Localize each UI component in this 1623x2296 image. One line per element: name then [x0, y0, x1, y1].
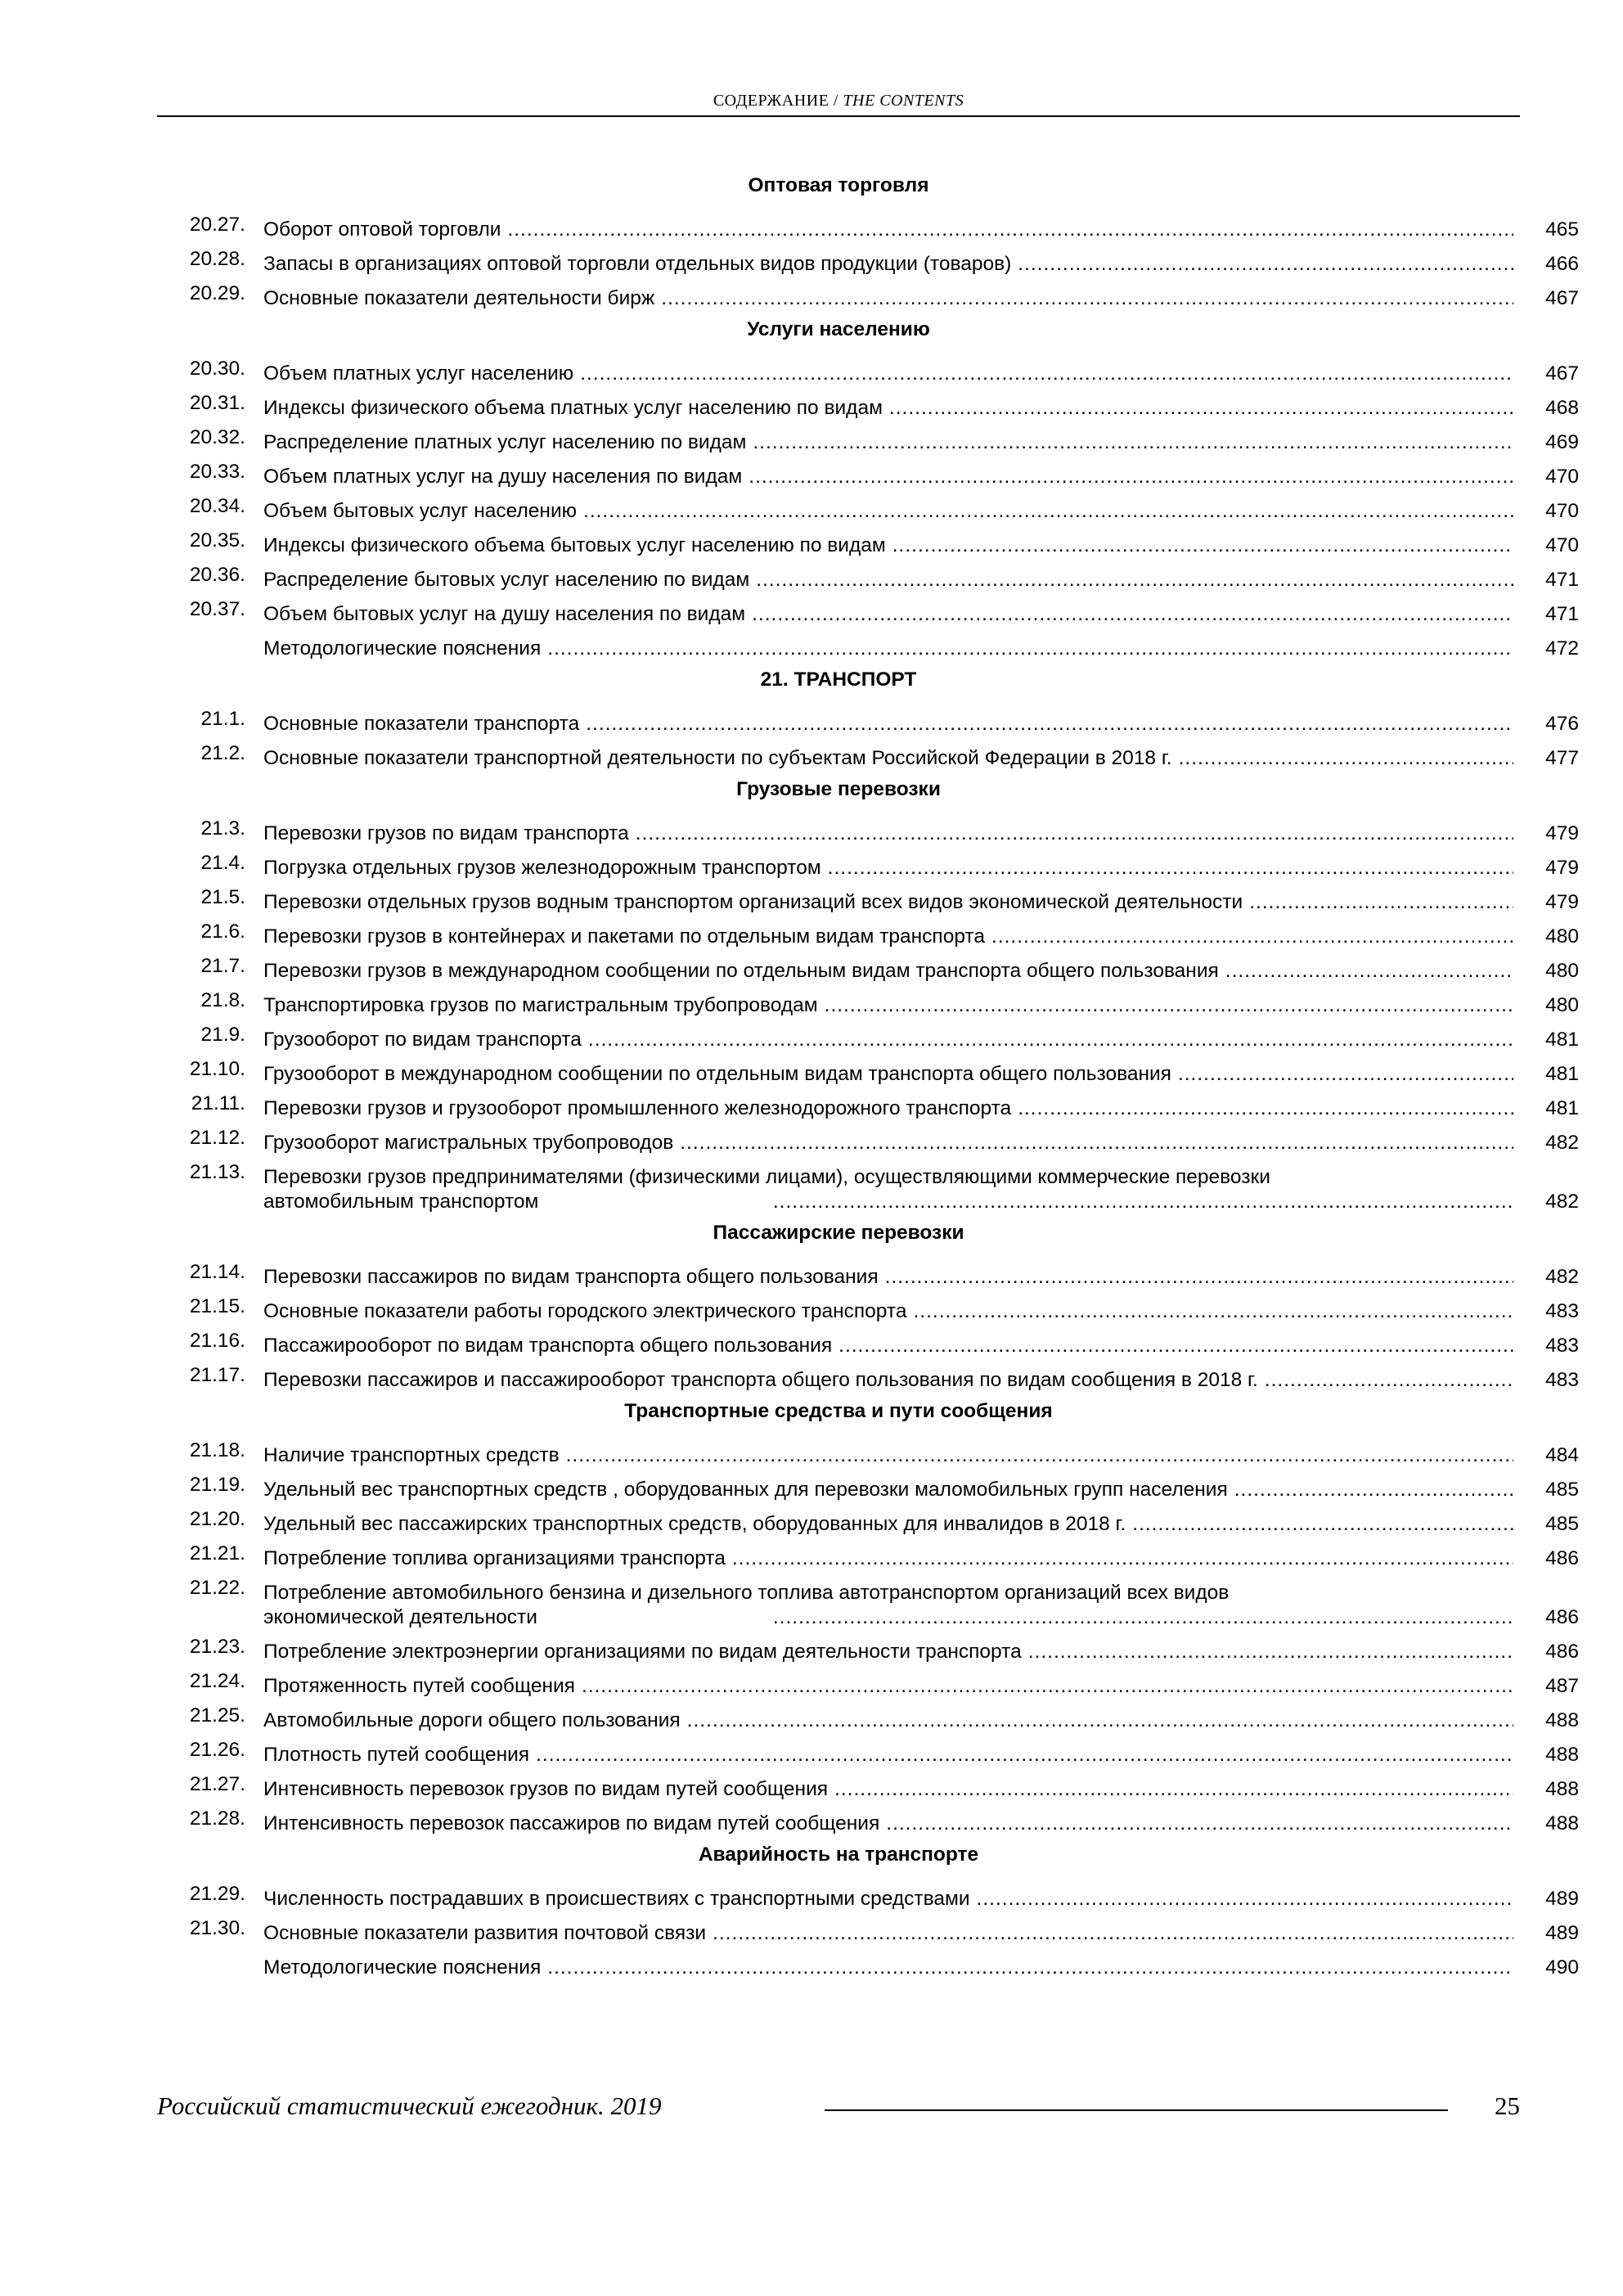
toc-entry[interactable] — [157, 1664, 1579, 1699]
entry-page: 486 — [1545, 1641, 1579, 1663]
dot-leader — [1249, 890, 1513, 915]
dot-leader — [773, 1605, 1513, 1630]
toc-entry[interactable] — [157, 984, 1579, 1018]
dot-leader — [991, 925, 1513, 949]
running-header — [157, 92, 1520, 110]
toc-entry[interactable] — [157, 1358, 1579, 1393]
dot-leader — [825, 993, 1513, 1018]
dot-leader — [1018, 252, 1513, 277]
toc-entry[interactable] — [157, 352, 1579, 386]
entry-page: 468 — [1545, 397, 1579, 419]
entry-title: Основные показатели деятельности бирж — [263, 287, 655, 309]
entry-page: 489 — [1545, 1888, 1579, 1910]
dot-leader — [1028, 1640, 1513, 1664]
entry-page: 476 — [1545, 713, 1579, 735]
entry-page: 471 — [1545, 603, 1579, 625]
section-title: 21. ТРАНСПОРТ — [760, 669, 917, 691]
footer-title: Российский статистический ежегодник. 2019 — [157, 2091, 662, 2120]
entry-page: 480 — [1545, 994, 1579, 1016]
entry-number: 21.16. — [189, 1330, 245, 1352]
dot-leader — [753, 430, 1513, 455]
entry-page: 480 — [1545, 960, 1579, 982]
dot-leader — [892, 533, 1513, 558]
entry-page: 487 — [1545, 1675, 1579, 1697]
entry-title: Наличие транспортных средств — [263, 1444, 560, 1466]
entry-title: Объем платных услуг на душу населения по видам — [263, 466, 743, 488]
toc-entry[interactable] — [157, 949, 1579, 984]
entry-page: 470 — [1545, 466, 1579, 488]
entry-page: 485 — [1545, 1513, 1579, 1535]
toc-entry[interactable] — [157, 1877, 1579, 1911]
dot-leader — [1132, 1512, 1513, 1537]
entry-number: 21.12. — [189, 1127, 245, 1149]
toc-entry[interactable] — [157, 1699, 1579, 1733]
entry-title: Индексы физического объема платных услуг населению по видам — [263, 397, 883, 419]
entry-title: Основные показатели транспорта — [263, 713, 580, 735]
toc-entry[interactable] — [157, 915, 1579, 949]
entry-number: 21.18. — [189, 1439, 245, 1461]
entry-page: 483 — [1545, 1300, 1579, 1322]
entry-number: 21.28. — [189, 1808, 245, 1830]
entry-title-continued: экономической деятельности — [263, 1606, 537, 1628]
entry-title: Запасы в организациях оптовой торговли отдельных видов продукции (товаров) — [263, 253, 1012, 275]
entry-page: 488 — [1545, 1812, 1579, 1835]
entry-title: Протяженность путей сообщения — [263, 1675, 575, 1697]
toc-entry[interactable] — [157, 1767, 1579, 1802]
entry-title: Перевозки грузов предпринимателями (физическими лицами), осуществляющими коммерческие перевозки — [263, 1166, 1270, 1188]
entry-number: 21.13. — [189, 1161, 245, 1183]
entry-title: Удельный вес пассажирских транспортных средств, оборудованных для инвалидов в 2018 г. — [263, 1513, 1126, 1535]
dot-leader — [547, 1956, 1513, 1980]
entry-number: 21.17. — [189, 1364, 245, 1386]
entry-title: Пассажирооборот по видам транспорта общего пользования — [263, 1335, 833, 1357]
entry-title: Объем бытовых услуг на душу населения по видам — [263, 603, 746, 625]
toc-entry[interactable] — [157, 1434, 1579, 1468]
page-number: 25 — [1495, 2091, 1520, 2120]
dot-leader — [977, 1887, 1513, 1911]
entry-title: Методологические пояснения — [263, 1956, 542, 1979]
dot-leader — [1179, 746, 1513, 771]
dot-leader — [889, 396, 1513, 421]
toc-entry[interactable] — [157, 386, 1579, 421]
dot-leader — [749, 465, 1513, 489]
toc-entry[interactable] — [157, 421, 1579, 455]
entry-title-continued: автомобильным транспортом — [263, 1191, 539, 1213]
dot-leader — [586, 712, 1513, 736]
dot-leader — [732, 1546, 1513, 1571]
entry-number: 21.10. — [189, 1058, 245, 1080]
entry-page: 466 — [1545, 253, 1579, 275]
toc-entry[interactable] — [157, 1121, 1579, 1155]
entry-page: 486 — [1545, 1606, 1579, 1628]
section-title: Грузовые перевозки — [736, 778, 941, 800]
entry-title: Интенсивность перевозок пассажиров по видам путей сообщения — [263, 1812, 880, 1835]
entry-number: 21.25. — [189, 1704, 245, 1727]
entry-page: 470 — [1545, 534, 1579, 556]
toc-entry[interactable] — [157, 277, 1579, 311]
dot-leader — [913, 1299, 1513, 1324]
entry-title: Потребление автомобильного бензина и дизельного топлива автотранспортом организаций всех видов — [263, 1582, 1230, 1604]
entry-page: 472 — [1545, 637, 1579, 660]
entry-page: 488 — [1545, 1744, 1579, 1766]
entry-page: 485 — [1545, 1479, 1579, 1501]
entry-number: 21.1. — [200, 708, 245, 730]
header-en: THE CONTENTS — [843, 92, 964, 110]
dot-leader — [680, 1131, 1513, 1155]
entry-number: 21.11. — [191, 1092, 245, 1114]
section-title: Транспортные средства и пути сообщения — [624, 1400, 1053, 1422]
dot-leader — [886, 1812, 1513, 1836]
entry-title: Перевозки пассажиров и пассажирооборот транспорта общего пользования по видам сообщения в 2018 г. — [263, 1369, 1258, 1391]
dot-leader — [588, 1028, 1513, 1052]
toc-entry[interactable] — [157, 524, 1579, 558]
toc-entry[interactable] — [157, 1630, 1579, 1664]
entry-page: 471 — [1545, 569, 1579, 591]
toc-entry[interactable] — [157, 702, 1579, 736]
toc-entry[interactable] — [157, 1087, 1579, 1121]
entry-title: Основные показатели работы городского электрического транспорта — [263, 1300, 907, 1322]
entry-title: Объем бытовых услуг населению — [263, 500, 578, 522]
entry-number: 21.19. — [189, 1474, 245, 1496]
entry-title: Потребление топлива организациями транспорта — [263, 1547, 726, 1569]
toc-entry[interactable] — [157, 1946, 1579, 1980]
dot-leader — [885, 1265, 1513, 1290]
entry-number: 21.3. — [200, 817, 245, 840]
dot-leader — [1265, 1368, 1513, 1393]
dot-leader — [838, 1334, 1513, 1358]
entry-number: 21.24. — [189, 1670, 245, 1692]
dot-leader — [583, 499, 1513, 524]
dot-leader — [752, 602, 1513, 627]
section-title: Пассажирские перевозки — [713, 1222, 964, 1244]
entry-number: 21.23. — [189, 1636, 245, 1658]
toc-entry[interactable] — [157, 242, 1579, 277]
entry-page: 481 — [1545, 1029, 1579, 1051]
dot-leader — [536, 1743, 1513, 1767]
entry-number: 21.30. — [189, 1917, 245, 1939]
entry-number: 20.27. — [189, 214, 245, 236]
entry-page: 489 — [1545, 1922, 1579, 1944]
entry-title: Основные показатели развития почтовой связи — [263, 1922, 707, 1944]
entry-title: Перевозки грузов по видам транспорта — [263, 822, 629, 844]
entry-title: Грузооборот магистральных трубопроводов — [263, 1132, 674, 1154]
entry-number: 21.20. — [189, 1508, 245, 1530]
entry-title: Грузооборот в международном сообщении по отдельным видам транспорта общего пользования — [263, 1063, 1171, 1085]
entry-number: 20.30. — [189, 358, 245, 380]
entry-page: 479 — [1545, 857, 1579, 879]
header-rule — [157, 115, 1520, 117]
dot-leader — [636, 822, 1513, 846]
entry-number: 21.8. — [200, 989, 245, 1011]
section-title: Аварийность на транспорте — [698, 1844, 979, 1866]
table-of-contents — [157, 167, 1579, 1980]
entry-page: 479 — [1545, 822, 1579, 844]
entry-number: 21.4. — [200, 852, 245, 874]
entry-title: Методологические пояснения — [263, 637, 542, 660]
entry-page: 470 — [1545, 500, 1579, 522]
dot-leader — [1178, 1062, 1513, 1087]
entry-page: 490 — [1545, 1956, 1579, 1979]
toc-entry[interactable] — [157, 1290, 1579, 1324]
entry-number — [157, 627, 245, 632]
toc-entry[interactable] — [157, 1324, 1579, 1358]
entry-number: 20.33. — [189, 461, 245, 483]
entry-number: 21.9. — [200, 1024, 245, 1046]
section-title: Оптовая торговля — [748, 174, 929, 196]
entry-title: Интенсивность перевозок грузов по видам путей сообщения — [263, 1778, 829, 1800]
entry-title: Перевозки грузов в контейнерах и пакетами по отдельным видам транспорта — [263, 925, 985, 948]
toc-entry[interactable] — [157, 1733, 1579, 1767]
toc-entry[interactable] — [157, 1052, 1579, 1087]
entry-number: 20.29. — [189, 282, 245, 304]
toc-entry[interactable] — [157, 1802, 1579, 1836]
entry-title: Удельный вес транспортных средств , оборудованных для перевозки маломобильных групп населения — [263, 1479, 1228, 1501]
entry-title: Индексы физического объема бытовых услуг населению по видам — [263, 534, 886, 556]
entry-number: 21.2. — [200, 742, 245, 764]
entry-title: Распределение бытовых услуг населению по видам — [263, 569, 750, 591]
entry-number: 20.35. — [189, 529, 245, 551]
entry-title: Грузооборот по видам транспорта — [263, 1029, 582, 1051]
dot-leader — [834, 1777, 1513, 1802]
dot-leader — [1018, 1096, 1513, 1121]
entry-page: 488 — [1545, 1709, 1579, 1731]
entry-page: 483 — [1545, 1369, 1579, 1391]
toc-entry[interactable] — [157, 846, 1579, 880]
entry-page: 481 — [1545, 1063, 1579, 1085]
entry-title: Автомобильные дороги общего пользования — [263, 1709, 681, 1731]
dot-leader — [582, 1674, 1513, 1699]
toc-entry[interactable] — [157, 880, 1579, 915]
entry-number: 21.15. — [189, 1295, 245, 1317]
entry-title: Перевозки грузов в международном сообщении по отдельным видам транспорта общего пользования — [263, 960, 1219, 982]
section-title: Услуги населению — [747, 318, 930, 340]
toc-entry[interactable] — [157, 558, 1579, 592]
dot-leader — [507, 218, 1513, 242]
entry-title: Численность пострадавших в происшествиях с транспортными средствами — [263, 1888, 970, 1910]
entry-title: Распределение платных услуг населению по видам — [263, 431, 747, 453]
dot-leader — [828, 856, 1513, 880]
entry-page: 467 — [1545, 362, 1579, 385]
dot-leader — [687, 1708, 1513, 1733]
dot-leader — [1234, 1478, 1513, 1502]
entry-title: Объем платных услуг населению — [263, 362, 574, 385]
entry-title: Погрузка отдельных грузов железнодорожным транспортом — [263, 857, 821, 879]
entry-number — [157, 1946, 245, 1951]
entry-title: Оборот оптовой торговли — [263, 218, 501, 241]
toc-entry[interactable] — [157, 592, 1579, 627]
entry-page: 482 — [1545, 1191, 1579, 1213]
entry-number: 20.37. — [189, 598, 245, 620]
entry-page: 484 — [1545, 1444, 1579, 1466]
toc-entry[interactable] — [157, 1571, 1579, 1630]
entry-page: 477 — [1545, 747, 1579, 769]
entry-number: 21.22. — [189, 1577, 245, 1599]
entry-page: 482 — [1545, 1266, 1579, 1288]
entry-number: 21.14. — [189, 1261, 245, 1283]
entry-number: 21.7. — [200, 955, 245, 977]
toc-entry[interactable] — [157, 1155, 1579, 1214]
entry-number: 20.32. — [189, 426, 245, 448]
entry-title: Перевозки грузов и грузооборот промышленного железнодорожного транспорта — [263, 1097, 1012, 1119]
toc-entry[interactable] — [157, 1255, 1579, 1290]
entry-page: 479 — [1545, 891, 1579, 913]
entry-number: 21.5. — [200, 886, 245, 908]
dot-leader — [547, 637, 1513, 661]
entry-number: 20.34. — [189, 495, 245, 517]
entry-page: 481 — [1545, 1097, 1579, 1119]
entry-title: Плотность путей сообщения — [263, 1744, 530, 1766]
toc-entry[interactable] — [157, 627, 1579, 661]
dot-leader — [756, 568, 1513, 592]
entry-title: Перевозки отдельных грузов водным транспортом организаций всех видов экономической деятельности — [263, 891, 1243, 913]
entry-number: 21.29. — [189, 1883, 245, 1905]
toc-entry[interactable] — [157, 736, 1579, 771]
entry-page: 467 — [1545, 287, 1579, 309]
toc-entry[interactable] — [157, 455, 1579, 489]
entry-title: Транспортировка грузов по магистральным трубопроводам — [263, 994, 818, 1016]
toc-entry[interactable] — [157, 1537, 1579, 1571]
entry-page: 486 — [1545, 1547, 1579, 1569]
entry-number: 21.27. — [189, 1773, 245, 1795]
toc-entry[interactable] — [157, 1018, 1579, 1052]
toc-entry[interactable] — [157, 1468, 1579, 1502]
entry-page: 469 — [1545, 431, 1579, 453]
dot-leader — [713, 1921, 1513, 1946]
entry-number: 20.36. — [189, 564, 245, 586]
dot-leader — [1225, 959, 1513, 984]
entry-number: 20.31. — [189, 392, 245, 414]
toc-entry[interactable] — [157, 1911, 1579, 1946]
toc-entry[interactable] — [157, 489, 1579, 524]
entry-title: Основные показатели транспортной деятельности по субъектам Российской Федерации в 2018 г. — [263, 747, 1172, 769]
entry-number: 20.28. — [189, 248, 245, 270]
toc-entry[interactable] — [157, 1502, 1579, 1537]
dot-leader — [566, 1443, 1513, 1468]
footer-rule — [825, 2109, 1448, 2111]
entry-number: 21.21. — [189, 1542, 245, 1564]
entry-number: 21.6. — [200, 921, 245, 943]
header-ru: СОДЕРЖАНИЕ / — [713, 92, 843, 110]
entry-number: 21.26. — [189, 1739, 245, 1761]
entry-page: 480 — [1545, 925, 1579, 948]
toc-entry[interactable] — [157, 208, 1579, 242]
entry-page: 483 — [1545, 1335, 1579, 1357]
entry-page: 488 — [1545, 1778, 1579, 1800]
entry-page: 482 — [1545, 1132, 1579, 1154]
dot-leader — [580, 362, 1513, 386]
toc-entry[interactable] — [157, 812, 1579, 846]
entry-title: Потребление электроэнергии организациями по видам деятельности транспорта — [263, 1641, 1022, 1663]
entry-title: Перевозки пассажиров по видам транспорта общего пользования — [263, 1266, 879, 1288]
entry-page: 465 — [1545, 218, 1579, 241]
